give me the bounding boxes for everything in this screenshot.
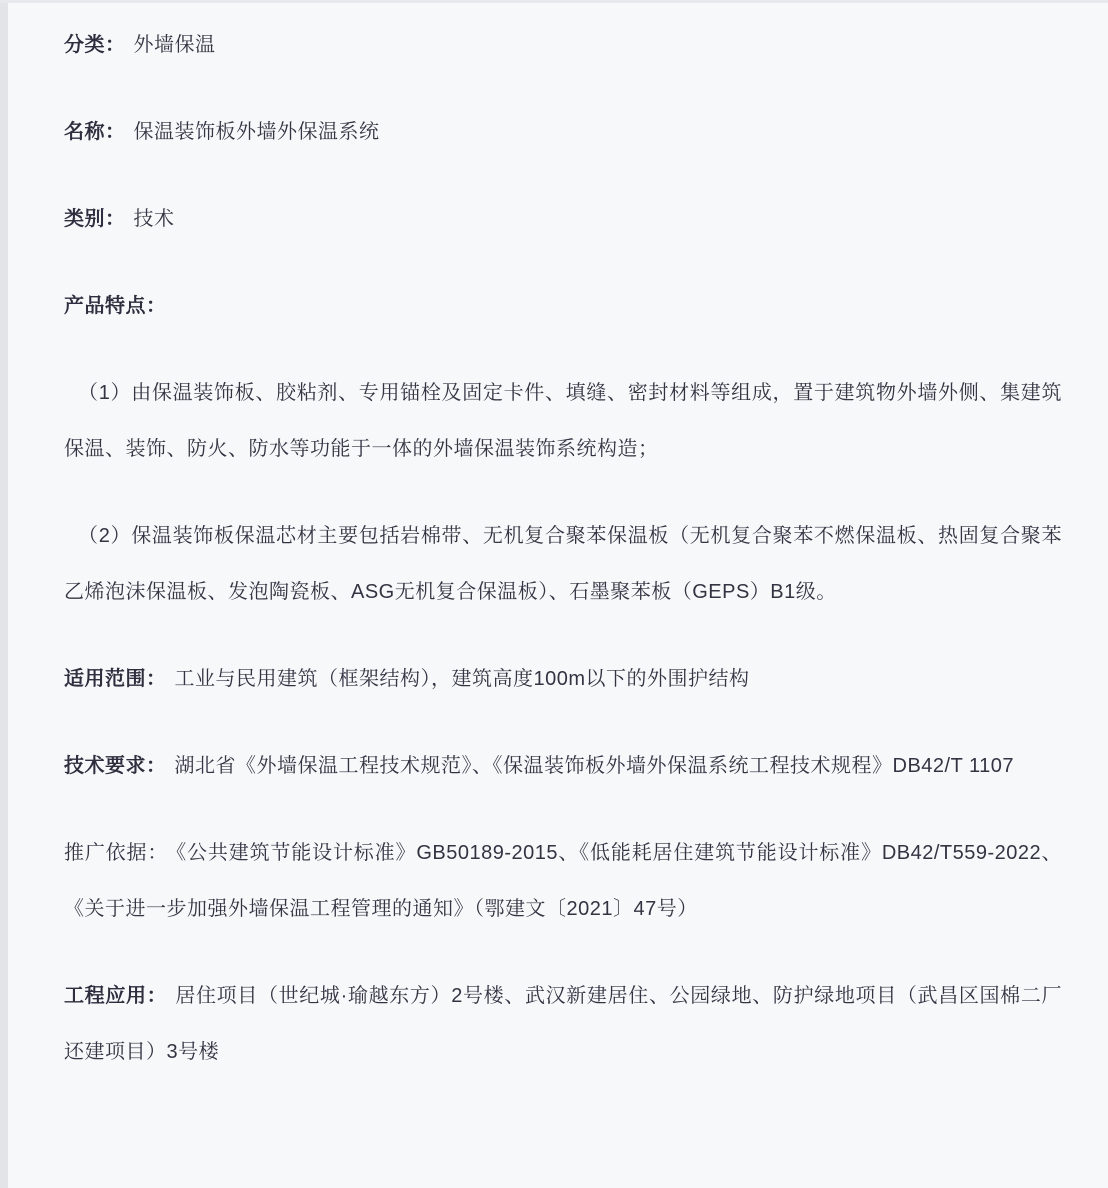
field-technical-requirements-value: 湖北省《外墙保温工程技术规范》、《保温装饰板外墙外保温系统工程技术规程》DB42/T 1107 [174, 755, 1015, 777]
field-scope-label: 适用范围： [64, 668, 167, 690]
product-feature-item-2 [64, 508, 1062, 620]
field-type-label: 类别： [64, 208, 126, 230]
field-project-application [64, 968, 1062, 1080]
field-category-value: 外墙保温 [133, 34, 216, 56]
product-feature-item-2-text: （2）保温装饰板保温芯材主要包括岩棉带、无机复合聚苯保温板（无机复合聚苯不燃保温板、热固复合聚苯乙烯泡沫保温板、发泡陶瓷板、ASG无机复合保温板）、石墨聚苯板（GEPS）B1级。 [64, 525, 1062, 603]
field-name-value: 保温装饰板外墙外保温系统 [133, 121, 380, 143]
field-type-value: 技术 [133, 208, 175, 230]
field-category [64, 17, 1062, 73]
field-promotion-basis-label: 推广依据： [64, 842, 169, 864]
field-type [64, 191, 1062, 247]
field-product-features-label: 产品特点： [64, 295, 167, 317]
field-technical-requirements [64, 738, 1062, 794]
field-category-label: 分类： [64, 34, 126, 56]
product-feature-item-1-text: （1）由保温装饰板、胶粘剂、专用锚栓及固定卡件、填缝、密封材料等组成，置于建筑物外墙外侧、集建筑保温、装饰、防火、防水等功能于一体的外墙保温装饰系统构造； [64, 382, 1062, 460]
field-name-label: 名称： [64, 121, 126, 143]
field-scope-value: 工业与民用建筑（框架结构），建筑高度100m以下的外围护结构 [174, 668, 750, 690]
field-project-application-label: 工程应用： [64, 985, 168, 1007]
field-scope [64, 651, 1062, 707]
field-name [64, 104, 1062, 160]
field-project-application-value: 居住项目（世纪城·瑜越东方）2号楼、武汉新建居住、公园绿地、防护绿地项目（武昌区国棉二厂还建项目）3号楼 [64, 985, 1062, 1063]
field-promotion-basis [64, 825, 1062, 937]
field-technical-requirements-label: 技术要求： [64, 755, 167, 777]
field-product-features-heading [64, 278, 1062, 334]
product-feature-item-1 [64, 365, 1062, 477]
field-promotion-basis-value: 《公共建筑节能设计标准》GB50189-2015、《低能耗居住建筑节能设计标准》DB42/T559-2022、《关于进一步加强外墙保温工程管理的通知》（鄂建文〔2021〕47号） [64, 842, 1062, 920]
